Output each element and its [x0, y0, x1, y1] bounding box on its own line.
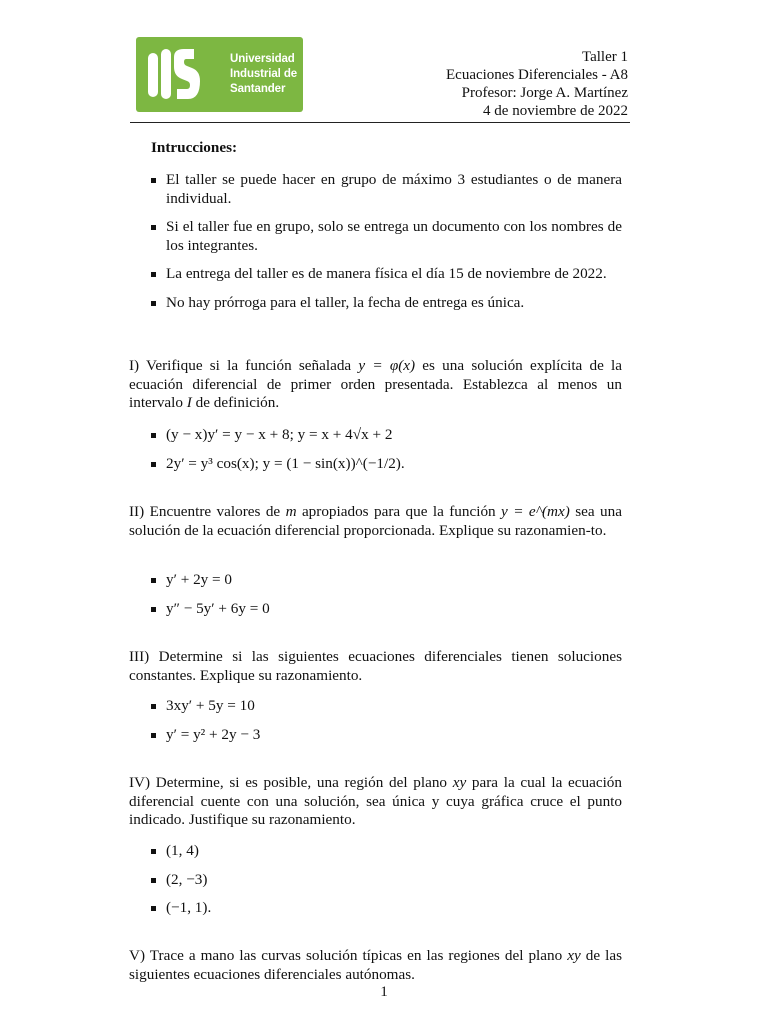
- section-1-interval: I: [186, 394, 192, 411]
- section-2-text: apropiados para que la función: [296, 503, 502, 520]
- header-title: Taller 1: [581, 49, 628, 65]
- section-2-list: [151, 571, 622, 618]
- section-2-text: sea una solución de la ecuación diferencial proporcionada. Explique su razonamien-to.: [129, 503, 622, 539]
- section-4-intro: [129, 774, 622, 830]
- header-professor: Profesor: Jorge A. Martínez: [461, 85, 628, 101]
- section-4-list: [151, 842, 622, 918]
- section-5-text: V) Trace a mano las curvas solución típicas en las regiones del plano: [129, 947, 568, 964]
- list-item: La entrega del taller es de manera física el día 15 de noviembre de 2022.: [151, 265, 622, 284]
- list-item: 2y′ = y³ cos(x); y = (1 − sin(x))^(−1/2).: [151, 455, 622, 474]
- header-date: 4 de noviembre de 2022: [483, 103, 628, 119]
- list-item: y″ − 5y′ + 6y = 0: [151, 600, 622, 619]
- header-divider: [130, 122, 630, 123]
- list-item: No hay prórroga para el taller, la fecha de entrega es única.: [151, 294, 622, 313]
- list-item: (2, −3): [151, 871, 622, 890]
- list-item: (y − x)y′ = y − x + 8; y = x + 4√x + 2: [151, 426, 622, 445]
- list-item: y′ + 2y = 0: [151, 571, 622, 590]
- section-1-math: y = φ(x): [358, 357, 416, 374]
- section-5-math: xy: [567, 947, 581, 964]
- section-1-intro: [129, 357, 622, 413]
- instructions-title: Intrucciones:: [151, 139, 238, 156]
- section-4-text: IV) Determine, si es posible, una región del plano: [129, 774, 453, 791]
- university-logo: [136, 37, 303, 112]
- logo-wordmark: [230, 52, 297, 97]
- section-1-list: [151, 426, 622, 473]
- header-course: Ecuaciones Diferenciales - A8: [446, 67, 628, 83]
- section-4-text: para la cual la ecuación diferencial cuente con una solución, sea única y cuya gráfica cruce el punto indicado. Justifique su razonamiento.: [129, 774, 622, 828]
- logo-line-2: Industrial de: [230, 68, 298, 80]
- section-2-math: m: [285, 503, 297, 520]
- section-3-list: [151, 697, 622, 744]
- section-1-text: de definición.: [191, 394, 280, 411]
- section-5-text: de las siguientes ecuaciones diferenciales autónomas.: [129, 947, 622, 983]
- list-item: y′ = y² + 2y − 3: [151, 726, 622, 745]
- list-item: El taller se puede hacer en grupo de máximo 3 estudiantes o de manera individual.: [151, 171, 622, 208]
- list-item: Si el taller fue en grupo, solo se entrega un documento con los nombres de los integrantes.: [151, 218, 622, 255]
- section-2-text: II) Encuentre valores de: [129, 503, 286, 520]
- list-item: (1, 4): [151, 842, 622, 861]
- section-2-intro: [129, 503, 622, 540]
- list-item: 3xy′ + 5y = 10: [151, 697, 622, 716]
- section-4-math: xy: [452, 774, 467, 791]
- list-item: (−1, 1).: [151, 899, 622, 918]
- logo-line-3: Santander: [230, 83, 286, 95]
- section-1-text: es una solución explícita de la ecuación diferencial de primer orden presentada. Establezca al menos un intervalo: [129, 357, 623, 411]
- section-2-math: y = e^(mx): [501, 503, 570, 520]
- logo-line-1: Universidad: [230, 53, 295, 65]
- uis-logo-icon: [144, 43, 204, 106]
- section-5-intro: [129, 947, 622, 984]
- section-3-intro: III) Determine si las siguientes ecuaciones diferenciales tienen soluciones constantes. Explique su razonamiento.: [129, 648, 622, 684]
- document-header: [446, 48, 628, 120]
- instructions-list: [151, 171, 622, 312]
- page-number: 1: [380, 983, 388, 1000]
- section-1-text: I) Verifique si la función señalada: [129, 357, 359, 374]
